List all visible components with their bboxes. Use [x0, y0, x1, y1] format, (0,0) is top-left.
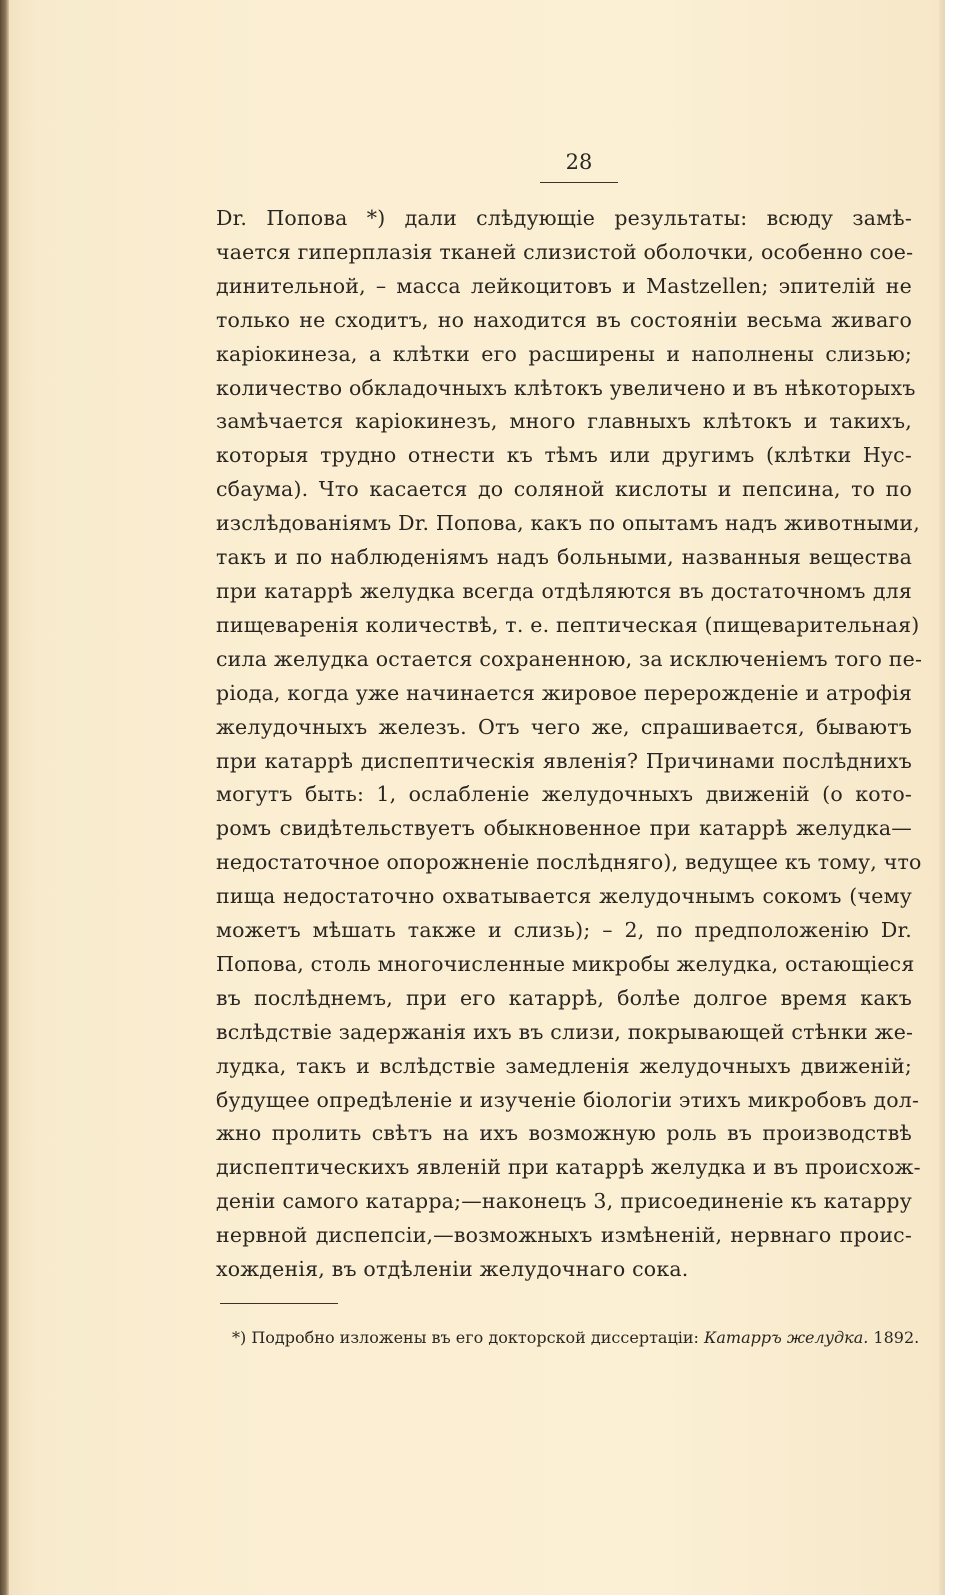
text-line: недостаточное опорожненіе послѣдняго), ведущее къ тому, что: [216, 850, 922, 875]
footnote-year: 1892.: [868, 1328, 920, 1347]
text-line: будущее опредѣленіе и изученіе біологіи этихъ микробовъ дол-: [216, 1087, 920, 1112]
footnote-title: Катарръ желудка.: [704, 1328, 869, 1347]
text-line: диспептическихъ явленій при катаррѣ желудка и въ происхож-: [216, 1155, 921, 1180]
text-line: замѣчается каріокинезъ, много главныхъ клѣтокъ и такихъ,: [216, 409, 912, 434]
text-line: желудочныхъ железъ. Отъ чего же, спрашивается, бываютъ: [216, 714, 912, 739]
text-line: пища недостаточно охватывается желудочнымъ сокомъ (чему: [216, 884, 912, 909]
text-line: которыя трудно отнести къ тѣмъ или другимъ (клѣтки Нус-: [216, 443, 912, 468]
text-line: каріокинеза, а клѣтки его расширены и наполнены слизью;: [216, 341, 912, 366]
text-line: ріода, когда уже начинается жировое перерожденіе и атрофія: [216, 680, 912, 705]
text-line: хожденія, въ отдѣленіи желудочнаго сока.: [216, 1257, 689, 1282]
text-line: количество обкладочныхъ клѣтокъ увеличено и въ нѣкоторыхъ: [216, 375, 916, 400]
page-number-rule: [540, 182, 618, 183]
text-line: могутъ быть: 1, ослабленіе желудочныхъ движеній (о кото-: [216, 782, 912, 807]
text-line: сбаума). Что касается до соляной кислоты и пепсина, то по: [216, 477, 912, 502]
text-line: такъ и по наблюденіямъ надъ больными, названныя вещества: [216, 545, 912, 570]
page-right-edge: [939, 0, 945, 1595]
text-line: въ послѣднемъ, при его катаррѣ, болѣе долгое время какъ: [216, 985, 912, 1010]
footnote-rule: [220, 1303, 338, 1304]
text-line: при катаррѣ желудка всегда отдѣляются въ достаточномъ для: [216, 578, 912, 603]
body-text: [216, 202, 923, 1287]
text-line: изслѣдованіямъ Dr. Попова, какъ по опытамъ надъ животными,: [216, 511, 920, 536]
text-line: только не сходитъ, но находится въ состояніи весьма живаго: [216, 307, 912, 332]
page-number: 28: [565, 150, 593, 174]
text-line: сила желудка остается сохраненною, за исключеніемъ того пе-: [216, 646, 923, 671]
text-line: чается гиперплазія тканей слизистой оболочки, особенно сое-: [216, 239, 914, 264]
text-line: ромъ свидѣтельствуетъ обыкновенное при катаррѣ желудка—: [216, 816, 912, 841]
text-line: динительной, – масса лейкоцитовъ и Mastzellen; эпителій не: [216, 273, 912, 298]
text-line: нервной диспепсіи,—возможныхъ измѣненій, нервнаго проис-: [216, 1223, 912, 1248]
text-line: Dr. Попова *) дали слѣдующіе результаты: всюду замѣ-: [216, 206, 912, 230]
text-line: можетъ мѣшать также и слизь); – 2, по предположенію Dr.: [216, 918, 912, 943]
footnote-text: *) Подробно изложены въ его докторской диссертаціи:: [232, 1328, 704, 1347]
text-line: Попова, столь многочисленные микробы желудка, остающіеся: [216, 951, 915, 976]
text-line: лудка, такъ и вслѣдствіе замедленія желудочныхъ движеній;: [216, 1053, 912, 1078]
text-line: деніи самого катарра;—наконецъ 3, присоединеніе къ катарру: [216, 1189, 912, 1214]
text-line: пищеваренія количествѣ, т. е. пептическая (пищеварительная): [216, 612, 920, 637]
text-line: при катаррѣ диспептическія явленія? Причинами послѣднихъ: [216, 748, 912, 773]
text-line: жно пролить свѣтъ на ихъ возможную роль въ производствѣ: [216, 1121, 912, 1146]
page-spine-shadow: [0, 0, 9, 1595]
footnote: [232, 1327, 920, 1349]
text-line: вслѣдствіе задержанія ихъ въ слизи, покрывающей стѣнки же-: [216, 1019, 914, 1044]
